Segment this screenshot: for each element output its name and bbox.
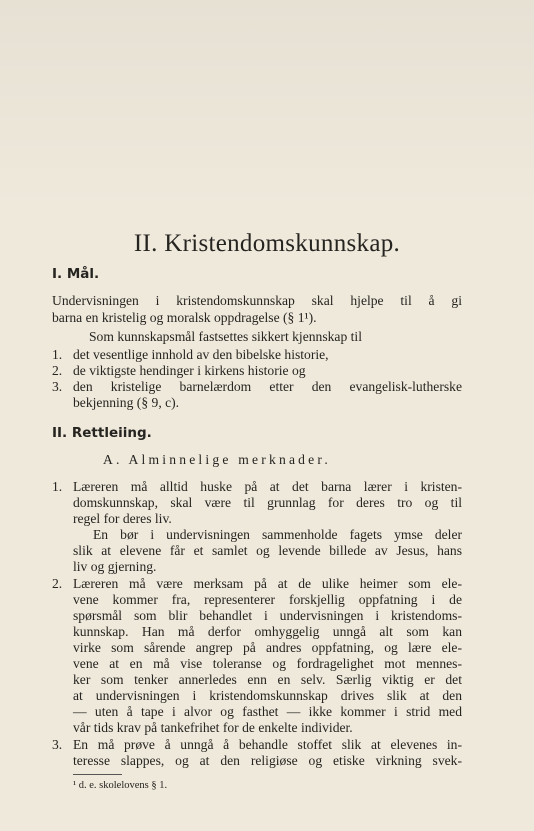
list-item-line: Læreren må være merksam på at de ulike heimer som ele- (73, 576, 462, 591)
list-item-line: at undervisningen i kristendomskunnskap drives slik at den (73, 688, 462, 703)
list-number: 3. (52, 379, 63, 394)
list-item-line: vår tids krav på tankefrihet for de enkelte individer. (73, 720, 353, 735)
list-item-line: En må prøve å unngå å behandle stoffet slik at elevenes in- (73, 737, 462, 752)
list-item-line: En bør i undervisningen sammenholde fagets ymse deler (93, 527, 462, 542)
list-item-line: kunnskap. Han må derfor omhyggelig unngå alt som kan (73, 624, 462, 639)
section-heading-rettleiing: II. Rettleiing. (52, 425, 152, 441)
list-item-line: virke som sårende angrep på andres oppfatning, og lære ele- (73, 640, 462, 655)
subheading: A. Alminnelige merknader. (103, 452, 331, 467)
paragraph-line: Som kunnskapsmål fastsettes sikkert kjennskap til (89, 329, 362, 344)
show-through-area (0, 0, 534, 210)
paragraph-line: barna en kristelig og moralsk oppdragelse (§ 1¹). (52, 310, 317, 325)
list-number: 1. (52, 479, 63, 494)
list-item-line: vene kommer fra, representerer forskjellig oppfatning i de (73, 592, 462, 607)
footnote-rule (73, 774, 122, 775)
list-item-line: den kristelige barnelærdom etter den evangelisk-lutherske (73, 379, 462, 394)
list-item-line: slik at elevene får et samlet og levende billede av Jesus, hans (73, 543, 462, 558)
section-heading-maal: I. Mål. (52, 266, 100, 282)
list-item-line: regel for deres liv. (73, 511, 172, 526)
list-item-line: de viktigste hendinger i kirkens historie og (73, 363, 306, 378)
list-item-line: domskunnskap, skal være til grunnlag for deres tro og til (73, 495, 462, 510)
chapter-title: II. Kristendomskunnskap. (133, 230, 401, 257)
list-item-line: ker som tenker annerledes enn en selv. Særlig viktig er det (73, 672, 462, 687)
list-number: 1. (52, 347, 63, 362)
list-item-line: vene at en må vise toleranse og fordragelighet mot mennes- (73, 656, 462, 671)
list-item-line: teresse slappes, og at den religiøse og etiske virkning svek- (73, 753, 462, 768)
list-number: 3. (52, 737, 63, 752)
list-item-line: liv og gjerning. (73, 559, 157, 574)
list-item-line: — uten å tape i alvor og fasthet — ikke kommer i strid med (73, 704, 462, 719)
footnote: ¹ d. e. skolelovens § 1. (73, 780, 168, 791)
list-item-line: bekjenning (§ 9, c). (73, 395, 180, 410)
list-number: 2. (52, 576, 63, 591)
list-item-line: det vesentlige innhold av den bibelske historie, (73, 347, 329, 362)
list-item-line: Læreren må alltid huske på at det barna lærer i kristen- (73, 479, 462, 494)
list-number: 2. (52, 363, 63, 378)
paragraph-line: Undervisningen i kristendomskunnskap skal hjelpe til å gi (52, 293, 462, 308)
list-item-line: spørsmål som blir behandlet i undervisningen i kristendoms- (73, 608, 462, 623)
